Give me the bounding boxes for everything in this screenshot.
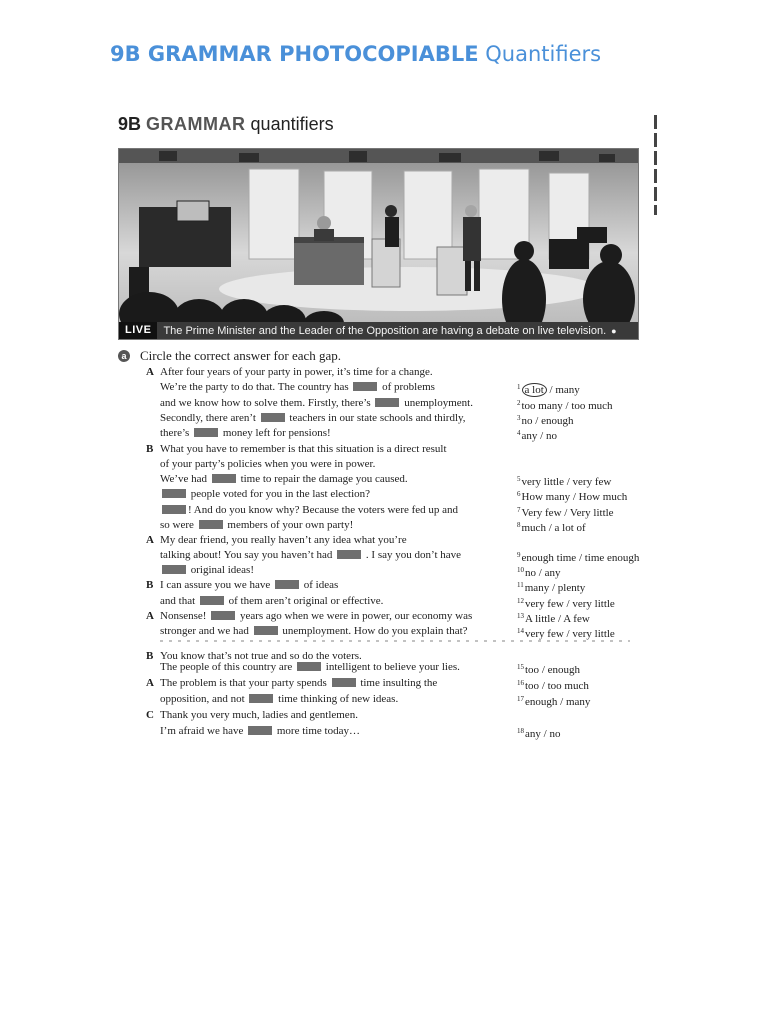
dialogue-text: We’ve had [160,473,210,485]
option-number: 2 [517,399,521,407]
option-separator: / [576,552,585,564]
dialogue-text: of your party’s policies when you were in power. [160,458,376,470]
dialogue-text: more time today… [274,725,360,737]
option-number: 17 [517,695,524,703]
answer-gap[interactable] [297,662,321,671]
option-a[interactable]: How many [521,491,571,503]
dialogue-text: teachers in our state schools and thirdly, [286,412,466,424]
answer-gap[interactable] [275,580,299,589]
option-number: 9 [517,551,521,559]
dialogue-text: You know that’s not true and so do the voters. [160,650,362,662]
dialogue-text: The problem is that your party spends [160,677,330,689]
option-number: 18 [517,727,524,735]
dialogue-line [160,442,447,456]
answer-gap[interactable] [337,550,361,559]
dialogue-line [160,487,370,501]
sheet-grammar-label: GRAMMAR [146,114,246,134]
option-b[interactable]: too much [571,400,613,412]
dialogue-text: intelligent to believe your lies. [323,661,460,673]
header-title-bold: 9B GRAMMAR PHOTOCOPIABLE [110,42,479,66]
dialogue-text: talking about! You say you haven’t had [160,549,336,561]
answer-gap[interactable] [353,382,377,391]
dialogue-line [160,676,437,690]
answer-gap[interactable] [162,565,186,574]
option-number: 13 [517,612,524,620]
option-a[interactable]: too [525,664,540,676]
answer-option-1 [517,380,580,397]
dialogue-text: I’m afraid we have [160,725,247,737]
option-number: 16 [517,679,524,687]
option-b[interactable]: very little [572,628,615,640]
dialogue-line [160,708,358,722]
option-b[interactable]: any [544,567,561,579]
answer-option-16 [517,676,589,693]
answer-option-17 [517,692,590,709]
option-b[interactable]: plenty [557,582,586,594]
answer-option-18 [517,724,560,741]
dialogue-line [160,692,398,706]
option-b[interactable]: very few [572,476,612,488]
dialogue-text: The people of this country are [160,661,296,673]
answer-option-15 [517,660,580,677]
answer-option-8 [517,518,586,535]
speaker-label: A [146,677,154,689]
dialogue-text: so were [160,519,197,531]
option-number: 1 [517,383,521,391]
debate-illustration [118,148,639,340]
option-number: 8 [517,521,521,529]
option-separator: / [570,491,579,503]
dialogue-text: and we know how to solve them. Firstly, there’s [160,397,374,409]
option-b[interactable]: no [549,728,561,740]
dialogue-text: unemployment. [401,397,473,409]
dialogue-text: What you have to remember is that this situation is a direct result [160,443,447,455]
option-a[interactable]: too many [521,400,563,412]
answer-option-4 [517,426,557,443]
dialogue-line [160,660,460,674]
dialogue-text: We’re the party to do that. The country has [160,381,352,393]
dialogue-text: original ideas! [188,564,254,576]
option-a[interactable]: no [525,567,536,579]
dialogue-line [160,503,458,517]
dialogue-line [160,518,353,532]
option-a[interactable]: very few [525,628,564,640]
option-b[interactable]: time enough [584,552,640,564]
dialogue-text: of problems [379,381,435,393]
answer-option-6 [517,487,627,504]
exercise-badge: a [118,350,130,362]
option-separator: / [557,696,566,708]
option-b[interactable]: very little [572,598,615,610]
option-a[interactable]: very few [525,598,564,610]
answer-gap[interactable] [162,489,186,498]
page-header [110,42,601,66]
option-a[interactable]: too [525,680,540,692]
speaker-label: C [146,709,154,721]
dialogue-line [160,380,435,394]
sheet-title [118,114,334,135]
speaker-label: B [146,650,154,662]
debate-scene-drawing [119,149,638,322]
speaker-label: A [146,534,154,546]
speaker-label: B [146,443,154,455]
answer-option-14 [517,624,615,641]
option-a[interactable]: very little [521,476,564,488]
option-separator: / [563,476,573,488]
dialogue-text: money left for pensions! [220,427,331,439]
option-separator: / [539,664,548,676]
option-a[interactable]: enough time [521,552,577,564]
option-separator: / [563,598,573,610]
option-b[interactable]: no [545,430,557,442]
option-separator: / [540,728,550,740]
caption-bullet-icon: ● [611,325,617,336]
dialogue-text: I can assure you we have [160,579,274,591]
option-separator: / [545,522,555,534]
answer-gap[interactable] [332,678,356,687]
dialogue-text: time thinking of new ideas. [275,693,399,705]
dialogue-line [160,624,468,638]
dialogue-line [160,724,360,738]
option-number: 6 [517,490,521,498]
dialogue-text: Nonsense! [160,610,210,622]
answer-gap[interactable] [200,596,224,605]
option-a[interactable]: a lot [522,383,547,397]
dialogue-text: My dear friend, you really haven’t any idea what you’re [160,534,407,546]
dialogue-line [160,396,473,410]
dialogue-text: there’s [160,427,193,439]
option-b[interactable]: Very little [569,507,614,519]
option-separator: / [546,384,556,396]
dialogue-text: ! And do you know why? Because the voters were fed up and [188,504,459,516]
speaker-label: A [146,366,154,378]
dialogue-text: time to repair the damage you caused. [237,473,408,485]
sheet-topic: quantifiers [250,114,334,134]
sheet-code: 9B [118,114,142,134]
option-separator: / [539,680,548,692]
answer-gap[interactable] [261,413,285,422]
margin-rule [654,115,657,215]
option-a[interactable]: no [521,415,533,427]
answer-gap[interactable] [254,626,278,635]
option-a[interactable]: A little [525,613,556,625]
speaker-label: B [146,579,154,591]
option-a[interactable]: Very few [521,507,562,519]
dialogue-line [160,548,461,562]
dialogue-text: people voted for you in the last election? [188,488,371,500]
answer-gap[interactable] [212,474,236,483]
option-b[interactable]: enough [541,415,574,427]
option-b[interactable]: many [555,384,580,396]
option-b[interactable]: enough [547,664,581,676]
answer-gap[interactable] [199,520,223,529]
dialogue-line [160,578,338,592]
option-separator: / [549,582,558,594]
dialogue-text: Thank you very much, ladies and gentlemen. [160,709,358,721]
option-a[interactable]: any [521,430,538,442]
exercise-instruction [118,348,341,364]
speaker-label: A [146,610,154,622]
option-separator: / [532,415,542,427]
option-number: 5 [517,475,521,483]
option-number: 10 [517,566,524,574]
dialogue-line [160,411,466,425]
option-number: 12 [517,597,524,605]
option-a[interactable]: much [521,522,546,534]
dialogue-text: stronger and we had [160,625,252,637]
option-separator: / [536,567,545,579]
dialogue-text: opposition, and not [160,693,248,705]
dialogue-line [160,472,408,486]
answer-gap[interactable] [194,428,218,437]
option-number: 7 [517,506,521,514]
option-b[interactable]: A few [563,613,590,625]
dialogue-line [160,609,472,623]
option-b[interactable]: How much [578,491,628,503]
dialogue-line [160,426,331,440]
option-b[interactable]: many [565,696,591,708]
option-number: 15 [517,663,524,671]
option-separator: / [561,507,570,519]
dialogue-text: Secondly, there aren’t [160,412,259,424]
live-badge: LIVE [119,322,157,339]
option-separator: / [537,430,546,442]
option-separator: / [563,628,573,640]
answer-gap[interactable] [211,611,235,620]
dialogue-line [160,365,433,379]
answer-gap[interactable] [248,726,272,735]
header-title-light: Quantifiers [485,42,602,66]
option-number: 14 [517,627,524,635]
dialogue-text: unemployment. How do you explain that? [279,625,468,637]
dialogue-text: of ideas [301,579,339,591]
dialogue-text: time insulting the [357,677,438,689]
dialogue-text: After four years of your party in power, it’s time for a change. [160,366,433,378]
option-b[interactable]: too much [547,680,589,692]
dialogue-text: years ago when we were in power, our economy was [237,610,473,622]
option-separator: / [555,613,564,625]
option-number: 11 [517,581,524,589]
answer-option-11 [517,578,585,595]
dialogue-text: of them aren’t original or effective. [225,595,384,607]
instruction-text: Circle the correct answer for each gap. [140,348,342,363]
answer-gap[interactable] [162,505,186,514]
option-a[interactable]: enough [525,696,558,708]
answer-gap[interactable] [249,694,273,703]
option-b[interactable]: a lot of [554,522,586,534]
dialogue-text: members of your own party! [224,519,354,531]
dialogue-line [160,457,375,471]
illustration-caption: The Prime Minister and the Leader of the Opposition are having a debate on live television. [163,324,607,337]
dialogue-line [160,594,383,608]
dialogue-text: . I say you don’t have [363,549,462,561]
dialogue-line [160,563,254,577]
dialogue-line [160,533,407,547]
option-a[interactable]: many [524,582,550,594]
option-number: 3 [517,414,521,422]
dialogue-text: and that [160,595,198,607]
option-number: 4 [517,429,521,437]
option-a[interactable]: any [525,728,541,740]
caption-bar [119,322,638,339]
answer-gap[interactable] [375,398,399,407]
option-separator: / [562,400,572,412]
